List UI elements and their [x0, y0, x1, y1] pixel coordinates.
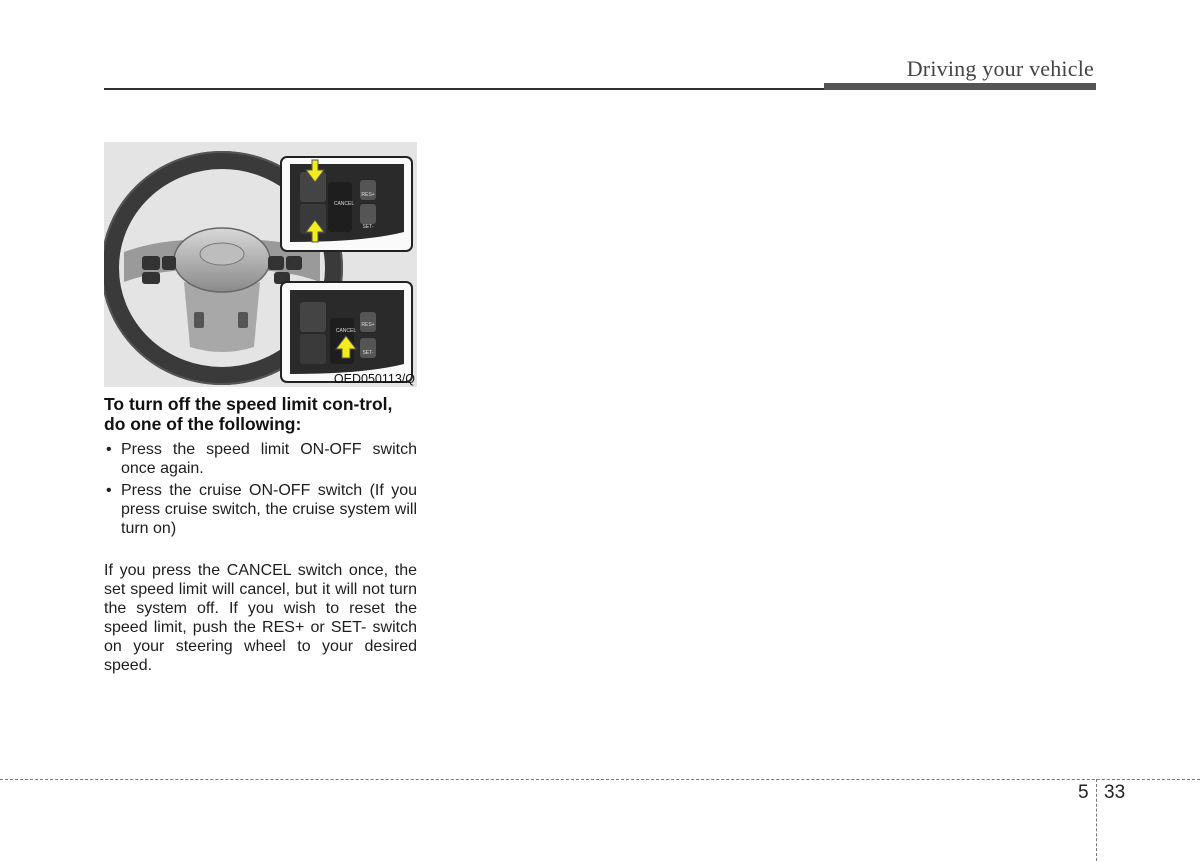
inset-bottom [281, 282, 412, 382]
section-title: Driving your vehicle [906, 56, 1094, 81]
footer-dashed-rule [0, 779, 1200, 780]
inset-top-res-label: RES+ [361, 192, 375, 198]
header-rule-thin [104, 88, 824, 90]
inset-bottom-set-label: SET- [362, 350, 374, 356]
page-number: 33 [1104, 782, 1126, 803]
inset-top-cancel-label: CANCEL [333, 201, 355, 207]
inset-bottom-cancel-label: CANCEL [335, 328, 357, 334]
list-item: • Press the cruise ON-OFF switch (If you press cruise switch, the cruise system will turn on) [104, 481, 417, 538]
list-item: • Press the speed limit ON-OFF switch once again. [104, 440, 417, 478]
figure-code: OED050113/Q [333, 372, 415, 386]
instruction-heading: To turn off the speed limit con-trol, do one of the following: [104, 394, 393, 434]
footer-dashed-divider [1096, 779, 1097, 861]
body-paragraph: If you press the CANCEL switch once, the set speed limit will cancel, but it will not turn the system off. If you wish to reset the speed limit, push the RES+ or SET- switch on your steering wheel to your desired speed. [104, 562, 417, 674]
inset-top-set-label: SET- [362, 224, 374, 230]
instruction-list [104, 440, 417, 541]
steering-wheel-figure [104, 142, 417, 387]
steering-wheel-illustration [104, 142, 417, 387]
wheel-logo [200, 243, 244, 265]
inset-bottom-res-label: RES+ [361, 322, 375, 328]
header-rule-thick [824, 83, 1096, 90]
chapter-number: 5 [1078, 782, 1089, 803]
inset-top [281, 157, 412, 251]
